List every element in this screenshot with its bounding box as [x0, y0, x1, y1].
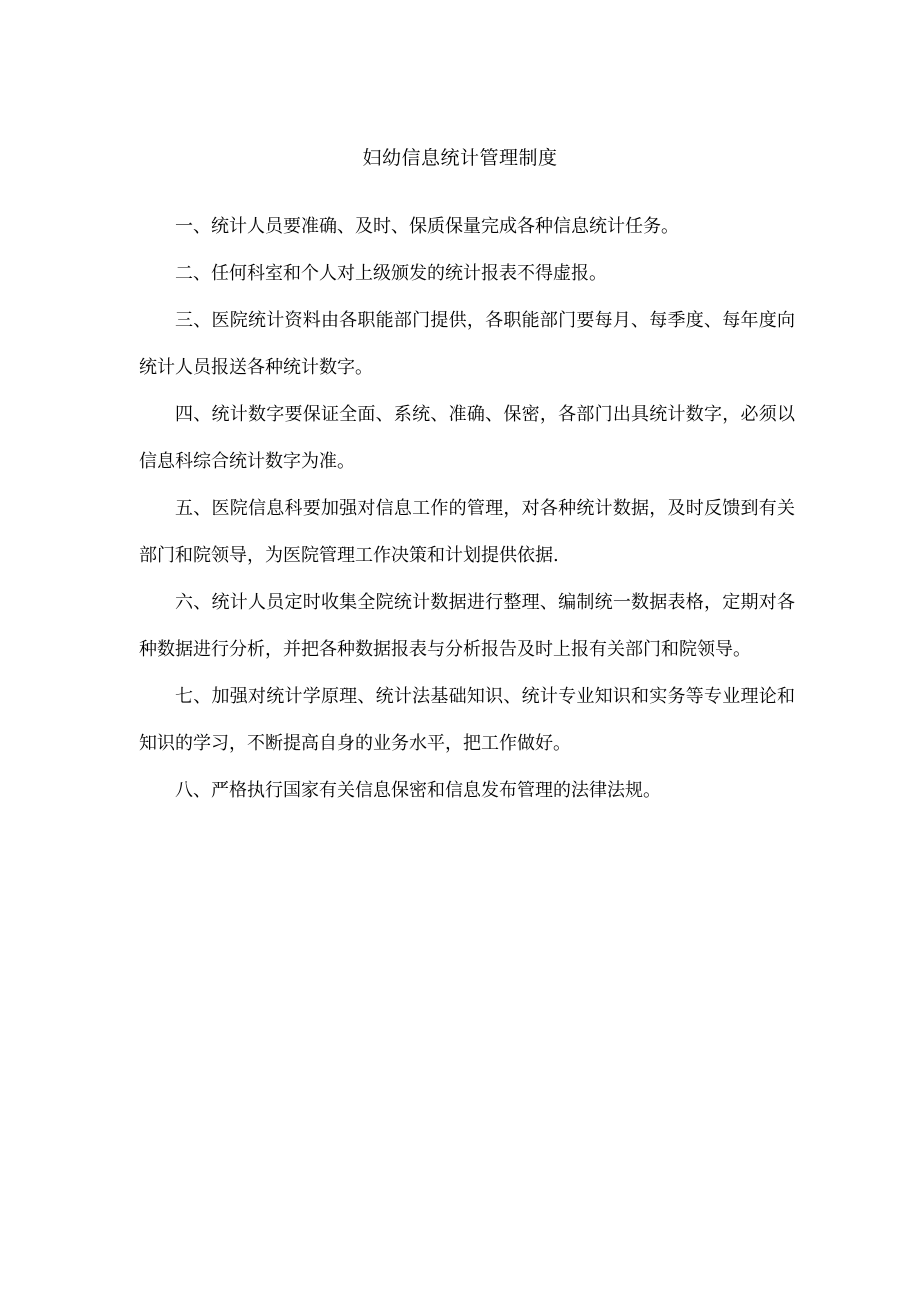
paragraph-5: 五、医院信息科要加强对信息工作的管理，对各种统计数据，及时反馈到有关部门和院领导，为医院管理工作决策和计划提供依据. [139, 498, 795, 566]
paragraph-7: 七、加强对统计学原理、统计法基础知识、统计专业知识和实务等专业理论和知识的学习，不断提高自身的业务水平，把工作做好。 [139, 686, 795, 754]
document-body [139, 203, 795, 814]
paragraph-6: 六、统计人员定时收集全院统计数据进行整理、编制统一数据表格，定期对各种数据进行分析，并把各种数据报表与分析报告及时上报有关部门和院领导。 [139, 592, 795, 660]
paragraph-8: 八、严格执行国家有关信息保密和信息发布管理的法律法规。 [175, 780, 661, 801]
document-title: 妇幼信息统计管理制度 [362, 147, 558, 169]
paragraph-1: 一、统计人员要准确、及时、保质保量完成各种信息统计任务。 [175, 216, 679, 237]
paragraph-4: 四、统计数字要保证全面、系统、准确、保密，各部门出具统计数字，必须以信息科综合统计数字为准。 [139, 404, 795, 472]
paragraph-2: 二、任何科室和个人对上级颁发的统计报表不得虚报。 [175, 263, 607, 284]
paragraph-3: 三、医院统计资料由各职能部门提供，各职能部门要每月、每季度、每年度向统计人员报送各种统计数字。 [139, 310, 795, 378]
